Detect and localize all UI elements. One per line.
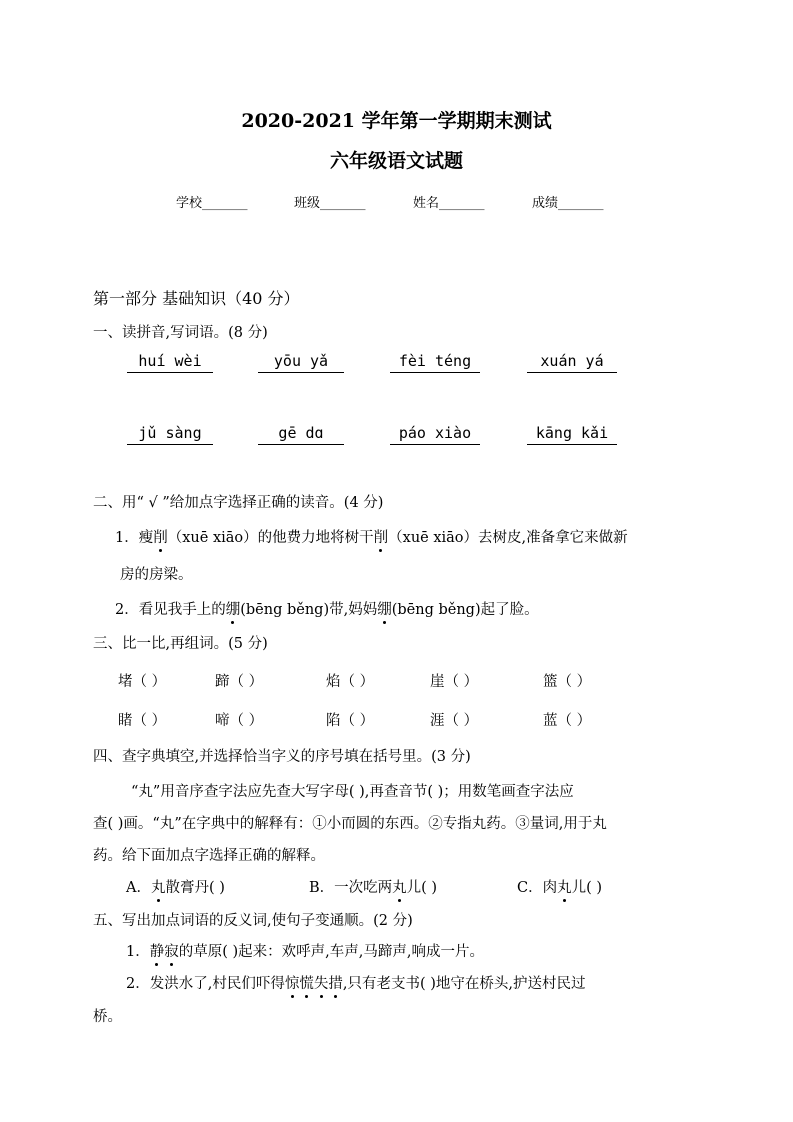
word-pair: 篮（ ） [543,674,592,690]
q2-item1 [115,526,628,547]
pinyin-item: jǔ sàng [127,424,213,445]
q3-heading: 三、比一比,再组词。(5 分) [93,636,268,652]
dotted-char: 静 [150,940,165,961]
pinyin-item: páo xiào [390,424,480,445]
text: ,只有老支书( )地守在桥头,护送村民过 [342,976,586,992]
text: 散膏丹( ) [165,880,225,896]
dotted-char: 丸 [392,876,407,897]
text: A． [126,880,151,896]
text: 2．看见我手上的 [115,602,226,618]
school-field: 学校_______ [176,196,248,211]
pinyin-item: xuán yá [527,352,617,373]
text: C．肉 [517,880,558,896]
dotted-char: 削 [374,526,389,547]
text: 儿( ) [406,880,438,896]
dotted-char: 失 [314,972,329,993]
text: B．一次吃两 [309,880,393,896]
q1-heading: 一、读拼音,写词语。(8 分) [93,325,268,341]
q4-paragraph-line: “丸”用音序查字法应先查大写字母( ),再查音节( )；用数笔画查字法应 [131,784,574,800]
q5-item2 [126,972,585,993]
text: (bēng běng)起了脸。 [391,602,539,618]
q5-item2-continued: 桥。 [93,1009,122,1025]
dotted-char: 削 [153,526,168,547]
text: 2．发洪水了,村民们吓得 [126,976,285,992]
pinyin-item: huí wèi [127,352,213,373]
word-pair: 焰（ ） [326,674,375,690]
q2-item2 [115,598,539,619]
q4-option-a [126,876,225,897]
q5-heading: 五、写出加点词语的反义词,使句子变通顺。(2 分) [93,913,413,929]
word-pair: 崖（ ） [430,674,479,690]
text: 儿( ) [571,880,603,896]
part1-heading: 第一部分 基础知识（40 分） [93,289,300,308]
exam-title: 2020-2021 学年第一学期期末测试 [241,110,552,132]
q4-paragraph-line: 查( )画。“丸”在字典中的解释有：①小而圆的东西。②专指丸药。③量词,用于丸 [93,816,607,832]
q2-item1-continued: 房的房梁。 [120,567,193,583]
pinyin-item: kāng kǎi [527,424,617,445]
class-field: 班级_______ [294,196,366,211]
text: （xuē xiāo）的他费力地将树干 [167,530,374,546]
text: 1． [126,944,150,960]
name-field: 姓名_______ [413,196,485,211]
q4-option-c [517,876,602,897]
word-pair: 蹄（ ） [215,674,264,690]
score-field: 成绩_______ [532,196,604,211]
q4-paragraph-line: 药。给下面加点字选择正确的解释。 [93,848,325,864]
q2-heading: 二、用“ √ ”给加点字选择正确的读音。(4 分) [93,495,384,511]
q4-heading: 四、查字典填空,并选择恰当字义的序号填在括号里。(3 分) [93,749,471,765]
dotted-char: 绷 [226,598,241,619]
pinyin-item: gē dɑ [258,424,344,445]
dotted-char: 绷 [377,598,392,619]
word-pair: 啼（ ） [215,713,264,729]
text: 1．瘦 [115,530,154,546]
pinyin-item: fèi téng [390,352,480,373]
pinyin-item: yōu yǎ [258,352,344,373]
q4-option-b [309,876,437,897]
word-pair: 涯（ ） [430,713,479,729]
dotted-char: 丸 [557,876,572,897]
q5-item1 [126,940,484,961]
dotted-char: 丸 [151,876,166,897]
exam-subtitle: 六年级语文试题 [329,150,463,172]
text: (bēng běng)带,妈妈 [240,602,378,618]
word-pair: 堵（ ） [118,674,167,690]
dotted-char: 寂 [164,940,179,961]
word-pair: 睹（ ） [118,713,167,729]
dotted-char: 慌 [299,972,314,993]
text: （xuē xiāo）去树皮,准备拿它来做新 [388,530,628,546]
word-pair: 蓝（ ） [543,713,592,729]
dotted-char: 措 [328,972,343,993]
dotted-char: 惊 [285,972,300,993]
text: 的草原( )起来：欢呼声,车声,马蹄声,响成一片。 [178,944,484,960]
word-pair: 陷（ ） [326,713,375,729]
